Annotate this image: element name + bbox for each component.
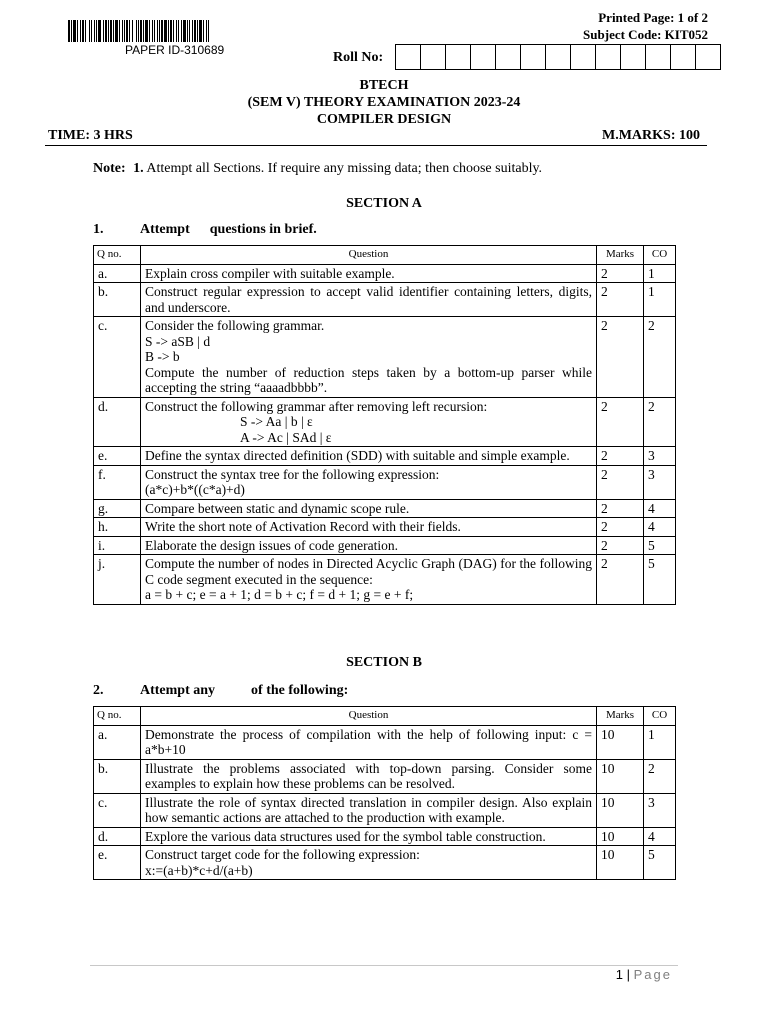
marks-cell: 2 xyxy=(597,264,644,283)
question-text-cell xyxy=(141,499,597,518)
question-text-cell xyxy=(141,264,597,283)
co-cell: 2 xyxy=(644,397,676,447)
table-row xyxy=(94,447,676,466)
marks-cell: 10 xyxy=(597,846,644,880)
question-line: Construct the syntax tree for the following expression: xyxy=(145,466,440,482)
marks-cell: 10 xyxy=(597,725,644,759)
question-number-cell: b. xyxy=(94,283,141,317)
question-text-cell xyxy=(141,827,597,846)
instruction-suffix: questions in brief. xyxy=(209,222,317,237)
question-text-cell xyxy=(141,846,597,880)
question-number-cell: c. xyxy=(94,317,141,398)
table-row xyxy=(94,264,676,283)
question-text-cell xyxy=(141,759,597,793)
column-header: Marks xyxy=(597,707,644,726)
subject-title: COMPILER DESIGN xyxy=(316,112,452,127)
roll-number-box[interactable] xyxy=(595,44,620,70)
question-number-cell: h. xyxy=(94,518,141,537)
page-word: Page xyxy=(633,967,672,982)
question-text-cell xyxy=(141,317,597,398)
question-line: Compute the number of nodes in Directed Acyclic Graph (DAG) for the following C code segment executed in the sequence: xyxy=(145,556,592,587)
co-cell: 3 xyxy=(644,465,676,499)
roll-number-box[interactable] xyxy=(670,44,695,70)
roll-number-box[interactable] xyxy=(395,44,420,70)
co-cell: 1 xyxy=(644,725,676,759)
question-line: Write the short note of Activation Record with their fields. xyxy=(145,519,461,534)
table-row xyxy=(94,846,676,880)
table-row xyxy=(94,759,676,793)
marks-cell: 10 xyxy=(597,793,644,827)
roll-number-box[interactable] xyxy=(470,44,495,70)
exam-time: TIME: 3 HRS xyxy=(48,128,133,143)
question-line: x:=(a+b)*c+d/(a+b) xyxy=(145,862,253,878)
co-cell: 3 xyxy=(644,447,676,466)
max-marks: M.MARKS: 100 xyxy=(602,128,700,143)
question-line: Explore the various data structures used for the symbol table construction. xyxy=(145,828,546,844)
page-footer xyxy=(616,967,672,982)
marks-cell: 2 xyxy=(597,447,644,466)
question-line: Define the syntax directed definition (SDD) with suitable and simple example. xyxy=(145,448,570,463)
question-line: Construct regular expression to accept valid identifier containing letters, digits, and underscore. xyxy=(145,284,592,315)
roll-number-box[interactable] xyxy=(495,44,520,70)
question-text-cell xyxy=(141,536,597,555)
roll-number-boxes xyxy=(395,44,721,70)
footer-separator: | xyxy=(626,967,630,982)
roll-number-box[interactable] xyxy=(695,44,721,70)
question-line: A -> Ac | SAd | ε xyxy=(240,429,332,445)
roll-number-label: Roll No: xyxy=(333,50,384,65)
table-row xyxy=(94,536,676,555)
marks-cell: 2 xyxy=(597,465,644,499)
section-a-title: SECTION A xyxy=(346,196,422,211)
question-number-cell: i. xyxy=(94,536,141,555)
question-text-cell xyxy=(141,447,597,466)
column-header: Question xyxy=(141,707,597,726)
column-header: Q no. xyxy=(94,707,141,726)
co-cell: 5 xyxy=(644,555,676,605)
note-text: Attempt all Sections. If require any missing data; then choose suitably. xyxy=(146,161,543,176)
marks-cell: 2 xyxy=(597,555,644,605)
question-line: Consider the following grammar. xyxy=(145,318,325,333)
co-cell: 1 xyxy=(644,264,676,283)
question-line: Explain cross compiler with suitable example. xyxy=(145,265,395,281)
instruction-suffix: of the following: xyxy=(251,683,349,698)
co-cell: 5 xyxy=(644,536,676,555)
question-number-cell: g. xyxy=(94,499,141,518)
question-line: S -> Aa | b | ε xyxy=(240,414,313,429)
question-line: Compare between static and dynamic scope rule. xyxy=(145,500,410,516)
co-cell: 1 xyxy=(644,283,676,317)
question-number-cell: b. xyxy=(94,759,141,793)
section-a-instruction xyxy=(93,222,317,238)
question-line: Construct target code for the following expression: xyxy=(145,847,420,862)
column-header: Marks xyxy=(597,246,644,265)
question-line: Demonstrate the process of compilation with the help of following input: c = a*b+10 xyxy=(145,726,592,757)
table-header-row xyxy=(94,246,676,265)
co-cell: 3 xyxy=(644,793,676,827)
question-number: 2. xyxy=(93,683,104,698)
question-line: (a*c)+b*((c*a)+d) xyxy=(145,482,245,497)
column-header: CO xyxy=(644,246,676,265)
question-text-cell xyxy=(141,465,597,499)
question-text-cell xyxy=(141,793,597,827)
footer-divider xyxy=(90,965,678,966)
question-text-cell xyxy=(141,397,597,447)
subject-code: Subject Code: KIT052 xyxy=(583,27,708,42)
table-row xyxy=(94,317,676,398)
table-row xyxy=(94,518,676,537)
column-header: CO xyxy=(644,707,676,726)
column-header: Q no. xyxy=(94,246,141,265)
question-number-cell: a. xyxy=(94,725,141,759)
marks-cell: 2 xyxy=(597,397,644,447)
question-number-cell: d. xyxy=(94,397,141,447)
question-number-cell: c. xyxy=(94,793,141,827)
co-cell: 2 xyxy=(644,759,676,793)
question-line: Illustrate the problems associated with top-down parsing. Consider some examples to explain how these problems can be resolved. xyxy=(145,760,592,791)
note xyxy=(93,161,542,177)
question-line: Illustrate the role of syntax directed translation in compiler design. Also explain how semantic actions are attached to the production with example. xyxy=(145,794,592,825)
header-divider xyxy=(45,145,707,146)
roll-number-box[interactable] xyxy=(620,44,645,70)
instruction-prefix: Attempt any xyxy=(140,683,216,698)
question-line: B -> b xyxy=(145,349,180,364)
table-row xyxy=(94,465,676,499)
marks-cell: 2 xyxy=(597,317,644,398)
table-row xyxy=(94,725,676,759)
marks-cell: 2 xyxy=(597,518,644,537)
table-row xyxy=(94,827,676,846)
exam-title: (SEM V) THEORY EXAMINATION 2023-24 xyxy=(247,95,521,110)
table-row xyxy=(94,555,676,605)
question-text-cell xyxy=(141,725,597,759)
table-row xyxy=(94,283,676,317)
marks-cell: 10 xyxy=(597,759,644,793)
section-b-title: SECTION B xyxy=(346,655,422,670)
question-line: Elaborate the design issues of code generation. xyxy=(145,537,399,553)
table-row xyxy=(94,793,676,827)
section-a-table xyxy=(93,245,676,605)
co-cell: 4 xyxy=(644,827,676,846)
co-cell: 4 xyxy=(644,499,676,518)
note-number: 1. xyxy=(133,161,144,176)
barcode-bar xyxy=(208,20,209,42)
question-line: S -> aSB | d xyxy=(145,333,211,349)
printed-page: Printed Page: 1 of 2 xyxy=(598,10,708,25)
degree: BTECH xyxy=(359,78,409,93)
co-cell: 4 xyxy=(644,518,676,537)
marks-cell: 2 xyxy=(597,536,644,555)
marks-cell: 10 xyxy=(597,827,644,846)
roll-number-box[interactable] xyxy=(520,44,545,70)
question-number-cell: a. xyxy=(94,264,141,283)
marks-cell: 2 xyxy=(597,283,644,317)
question-number-cell: f. xyxy=(94,465,141,499)
question-number-cell: j. xyxy=(94,555,141,605)
paper-id: PAPER ID-310689 xyxy=(125,43,225,57)
section-b-table xyxy=(93,706,676,880)
question-text-cell xyxy=(141,283,597,317)
question-number-cell: d. xyxy=(94,827,141,846)
roll-number-box[interactable] xyxy=(545,44,570,70)
note-label: Note: xyxy=(93,161,126,176)
question-line: Compute the number of reduction steps taken by a bottom-up parser while accepting the string “aaaadbbbb”. xyxy=(145,364,592,395)
question-text-cell xyxy=(141,555,597,605)
question-number-cell: e. xyxy=(94,447,141,466)
question-line: Construct the following grammar after removing left recursion: xyxy=(145,398,488,414)
column-header: Question xyxy=(141,246,597,265)
question-number-cell: e. xyxy=(94,846,141,880)
page-number: 1 xyxy=(615,967,623,982)
roll-number-box[interactable] xyxy=(570,44,595,70)
question-number: 1. xyxy=(93,222,104,237)
question-text-cell xyxy=(141,518,597,537)
co-cell: 2 xyxy=(644,317,676,398)
table-row xyxy=(94,499,676,518)
table-header-row xyxy=(94,707,676,726)
table-row xyxy=(94,397,676,447)
roll-number-box[interactable] xyxy=(420,44,445,70)
instruction-prefix: Attempt xyxy=(140,222,190,237)
roll-number-box[interactable] xyxy=(645,44,670,70)
section-b-instruction xyxy=(93,683,348,699)
barcode xyxy=(68,20,295,42)
question-line: a = b + c; e = a + 1; d = b + c; f = d + 1; g = e + f; xyxy=(145,587,414,602)
marks-cell: 2 xyxy=(597,499,644,518)
roll-number-box[interactable] xyxy=(445,44,470,70)
co-cell: 5 xyxy=(644,846,676,880)
